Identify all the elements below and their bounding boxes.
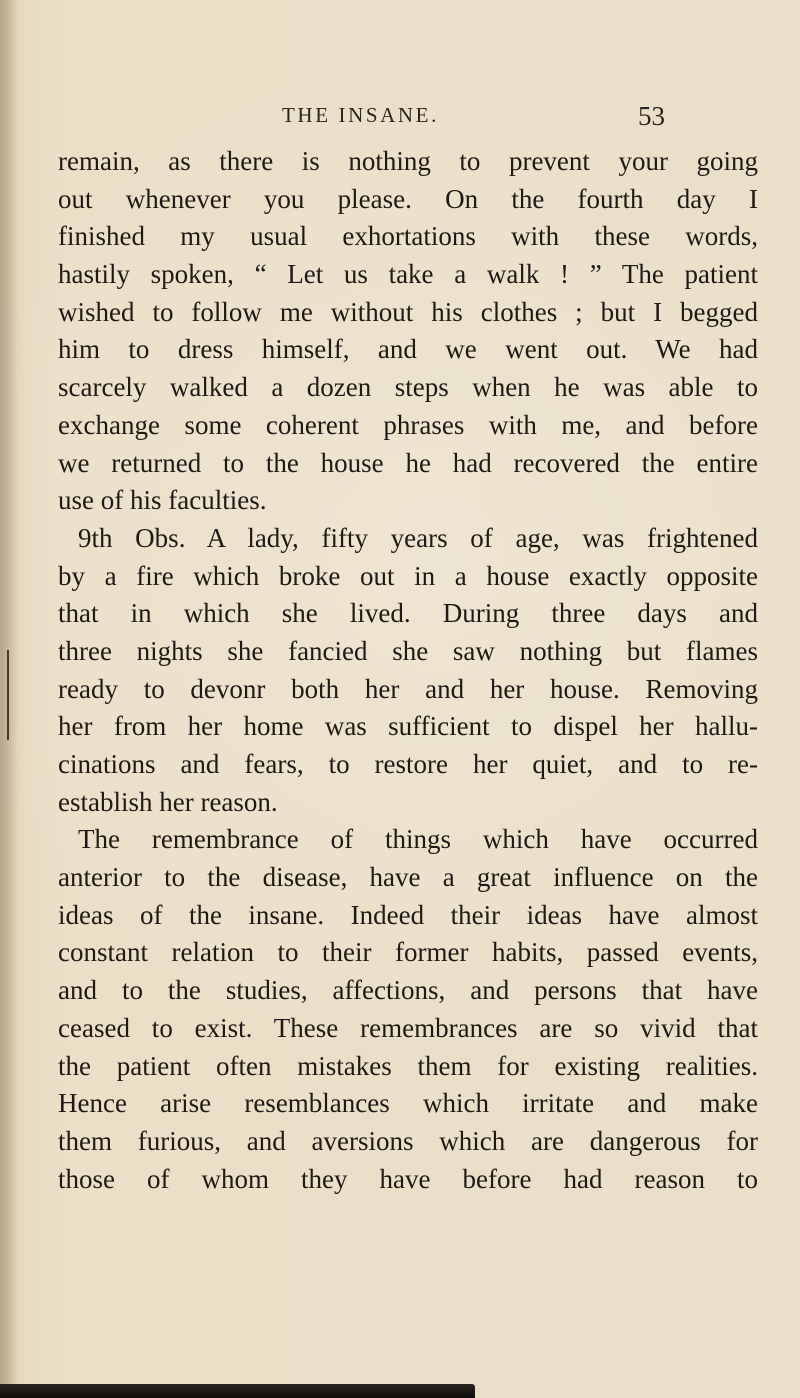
text-line: ready to devonr both her and her house. Removing: [58, 673, 758, 704]
text-line: that in which she lived. During three days and: [58, 598, 758, 629]
text-line: use of his faculties.: [58, 485, 267, 516]
text-line: cinations and fears, to restore her quiet, and to re-: [58, 749, 758, 779]
text-line: Hence arise resemblances which irritate and make: [58, 1088, 758, 1119]
text-line: exchange some coherent phrases with me, and before: [58, 409, 758, 440]
text-line: her from her home was sufficient to dispel her hallu-: [58, 711, 758, 742]
text-line: The remembrance of things which have occurred: [78, 824, 758, 855]
text-line: 9th Obs. A lady, fifty years of age, was frightened: [78, 522, 758, 553]
text-line: we returned to the house he had recovered the entire: [58, 447, 758, 478]
text-line: those of whom they have before had reason to: [58, 1163, 758, 1194]
text-line: constant relation to their former habits, passed events,: [58, 937, 758, 968]
gutter-shadow: [0, 0, 18, 1398]
text-line: them furious, and aversions which are dangerous for: [58, 1125, 758, 1156]
text-line: and to the studies, affections, and persons that have: [58, 975, 758, 1006]
text-line: finished my usual exhortations with these words,: [58, 221, 758, 252]
body-text: [58, 143, 758, 1198]
text-line: remain, as there is nothing to prevent your going: [58, 146, 758, 176]
running-head: THE INSANE.: [282, 103, 439, 127]
text-line: him to dress himself, and we went out. We had: [58, 334, 758, 365]
text-line: ceased to exist. These remembrances are so vivid that: [58, 1012, 758, 1043]
text-line: three nights she fancied she saw nothing but flames: [58, 635, 758, 666]
text-line: anterior to the disease, have a great influence on the: [58, 862, 758, 893]
text-line: the patient often mistakes them for existing realities.: [58, 1050, 758, 1081]
text-line: by a fire which broke out in a house exactly opposite: [58, 560, 758, 591]
bottom-edge-bar: [0, 1384, 475, 1398]
text-line: establish her reason.: [58, 786, 278, 817]
text-line: wished to follow me without his clothes ; but I begged: [58, 296, 758, 327]
page-header: [0, 101, 800, 137]
page-number: 53: [638, 101, 665, 131]
text-line: hastily spoken, “ Let us take a walk ! ” The patient: [58, 259, 758, 290]
text-line: out whenever you please. On the fourth day I: [58, 183, 758, 214]
spine-edge-mark: [7, 650, 9, 740]
text-line: scarcely walked a dozen steps when he was able to: [58, 372, 758, 403]
text-line: ideas of the insane. Indeed their ideas have almost: [58, 899, 758, 930]
